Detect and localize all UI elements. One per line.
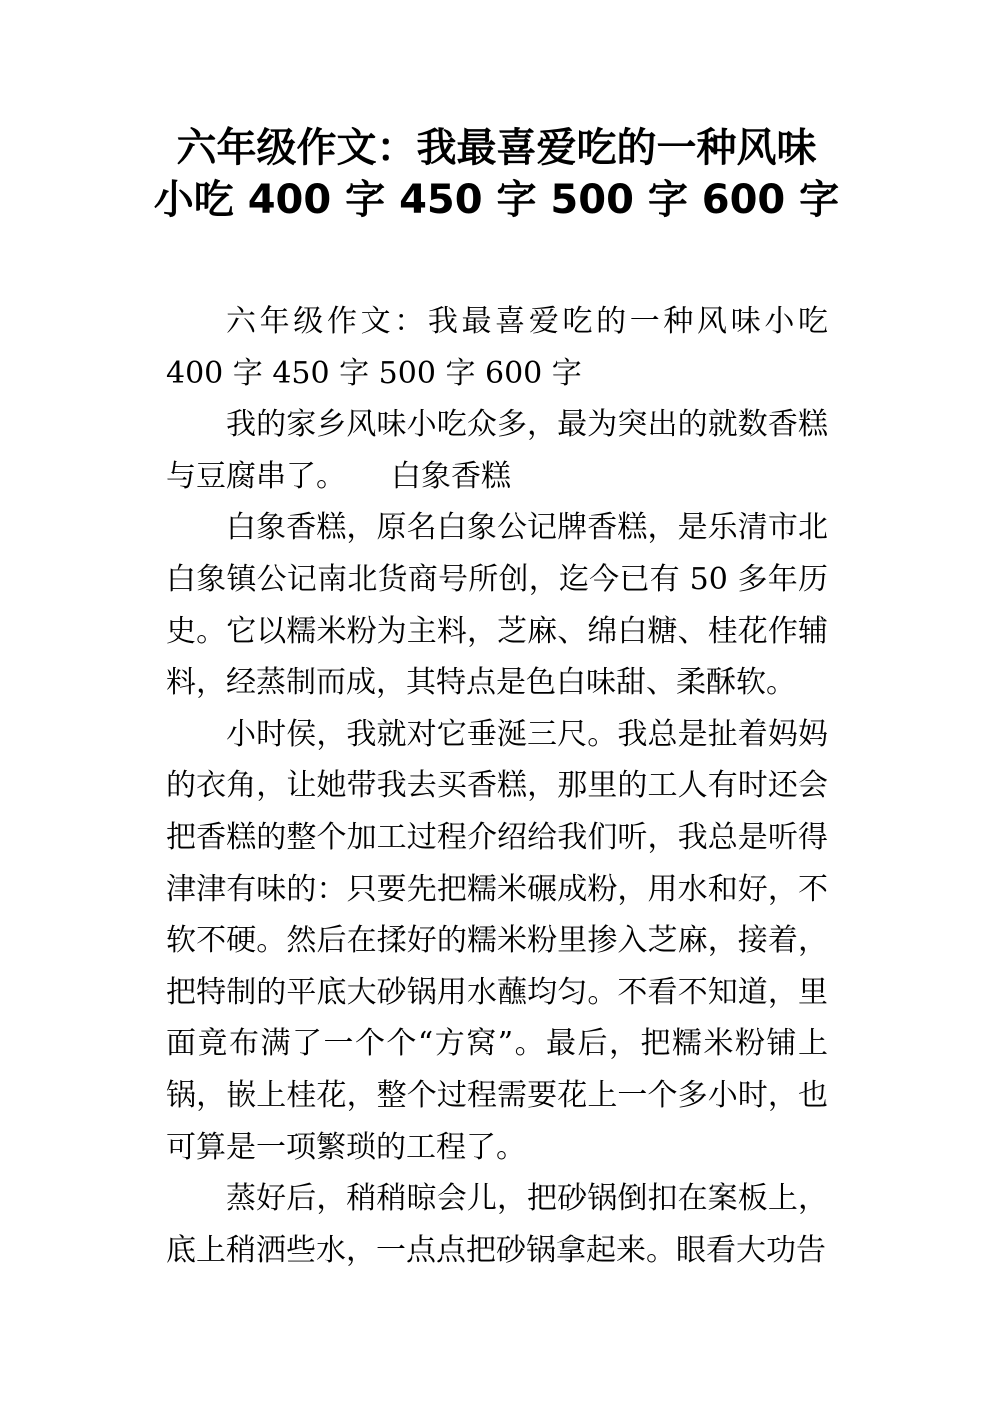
- paragraph-4: 小时侯，我就对它垂涎三尺。我总是扯着妈妈的衣角，让她带我去买香糕，那里的工人有时还会把香糕的整个加工过程介绍给我们听，我总是听得津津有味的：只要先把糯米碾成粉，用水和好，不软不硬。然后在揉好的糯米粉里掺入芝麻，接着，把特制的平底大砂锅用水蘸均匀。不看不知道，里面竟布满了一个个“方窝”。最后，把糯米粉铺上锅，嵌上桂花，整个过程需要花上一个多小时，也可算是一项繁琐的工程了。: [166, 716, 828, 1165]
- document-title: [110, 122, 883, 226]
- document-body: [166, 296, 828, 1276]
- paragraph-5: 蒸好后，稍稍晾会儿，把砂锅倒扣在案板上，底上稍洒些水，一点点把砂锅拿起来。眼看大功告: [166, 1181, 828, 1268]
- paragraph-1: 六年级作文：我最喜爱吃的一种风味小吃 400 字 450 字 500 字 600 字: [166, 304, 828, 391]
- paragraph-2: 我的家乡风味小吃众多，最为突出的就数香糕与豆腐串了。 白象香糕: [166, 407, 828, 494]
- title-line-1: 六年级作文：我最喜爱吃的一种风味: [176, 125, 817, 171]
- title-line-2: 小吃 400 字 450 字 500 字 600 字: [153, 177, 840, 223]
- paragraph-3: 白象香糕，原名白象公记牌香糕，是乐清市北白象镇公记南北货商号所创，迄今已有 50 多年历史。它以糯米粉为主料，芝麻、绵白糖、桂花作辅料，经蒸制而成，其特点是色白味甜、柔酥软。: [166, 510, 828, 701]
